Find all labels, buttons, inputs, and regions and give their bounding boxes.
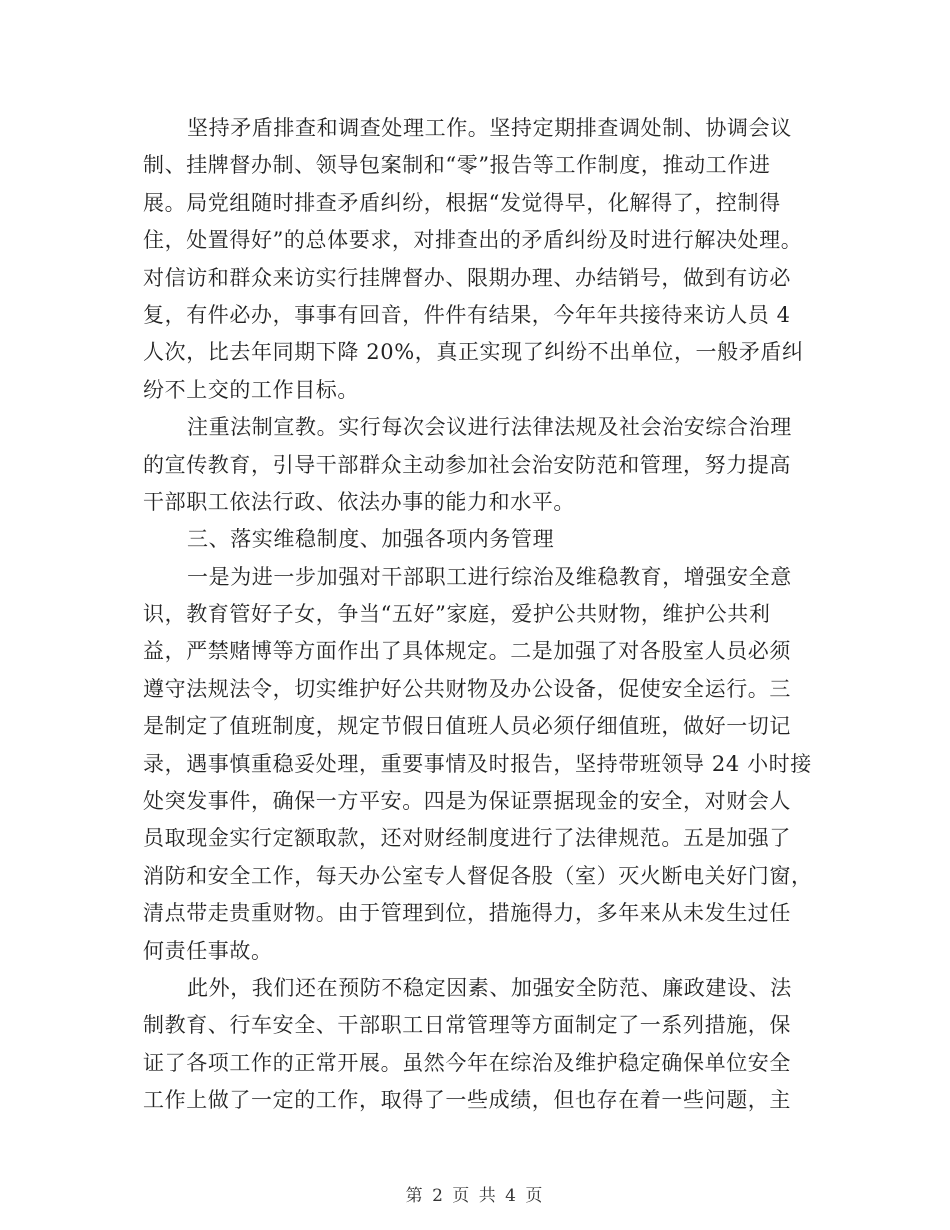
text-line: 的宣传教育，引导干部群众主动参加社会治安防范和管理，努力提高 [143,452,791,477]
document-body [143,110,813,1120]
paragraph [143,110,803,409]
paragraph [143,970,803,1120]
paragraph [143,559,813,970]
text-line: 证了各项工作的正常开展。虽然今年在综治及维护稳定确保单位安全 [143,1050,791,1075]
text-line: 纷不上交的工作目标。 [143,377,359,402]
text-line: 处突发事件，确保一方平安。四是为保证票据现金的安全，对财会人 [143,789,791,814]
text-line: 是制定了值班制度，规定节假日值班人员必须仔细值班，做好一切记 [143,714,791,739]
text-line: 人次，比去年同期下降 20%，真正实现了纠纷不出单位，一般矛盾纠 [143,340,804,365]
text-line: 对信访和群众来访实行挂牌督办、限期办理、办结销号，做到有访必 [143,265,791,290]
page-number-footer: 第 2 页 共 4 页 [405,1186,545,1206]
text-line: 录，遇事慎重稳妥处理，重要事情及时报告，坚持带班领导 24 小时接 [143,751,812,776]
text-line: 此外，我们还在预防不稳定因素、加强安全防范、廉政建设、法 [187,975,792,1000]
text-line: 益，严禁赌博等方面作出了具体规定。二是加强了对各股室人员必须 [143,639,791,664]
text-line: 制、挂牌督办制、领导包案制和“零”报告等工作制度，推动工作进 [143,153,771,178]
text-line: 遵守法规法令，切实维护好公共财物及办公设备，促使安全运行。三 [143,676,791,701]
text-line: 注重法制宣教。实行每次会议进行法律法规及社会治安综合治理 [187,415,792,440]
paragraph [143,409,803,521]
text-line: 何责任事故。 [143,938,273,963]
text-line: 复，有件必办，事事有回音，件件有结果，今年年共接待来访人员 4 [143,302,791,327]
text-line: 坚持矛盾排查和调查处理工作。坚持定期排查调处制、协调会议 [187,116,792,140]
text-line: 消防和安全工作，每天办公室专人督促各股（室）灭火断电关好门窗， [143,863,813,888]
text-line: 制教育、行车安全、干部职工日常管理等方面制定了一系列措施，保 [143,1013,791,1038]
text-line: 住，处置得好”的总体要求，对排查出的矛盾纠纷及时进行解决处理。 [143,228,803,253]
text-line: 一是为进一步加强对干部职工进行综治及维稳教育，增强安全意 [187,564,792,589]
text-line: 清点带走贵重财物。由于管理到位，措施得力，多年来从未发生过任 [143,901,791,926]
text-line: 工作上做了一定的工作，取得了一些成绩，但也存在着一些问题，主 [143,1088,791,1113]
text-line: 展。局党组随时排查矛盾纠纷，根据“发觉得早，化解得了，控制得 [143,190,781,215]
text-line: 干部职工依法行政、依法办事的能力和水平。 [143,489,575,514]
text-line: 员取现金实行定额取款，还对财经制度进行了法律规范。五是加强了 [143,826,791,851]
text-line: 三、落实维稳制度、加强各项内务管理 [187,527,555,552]
section-heading [143,521,803,558]
text-line: 识，教育管好子女，争当“五好”家庭，爱护公共财物，维护公共利 [143,602,771,627]
